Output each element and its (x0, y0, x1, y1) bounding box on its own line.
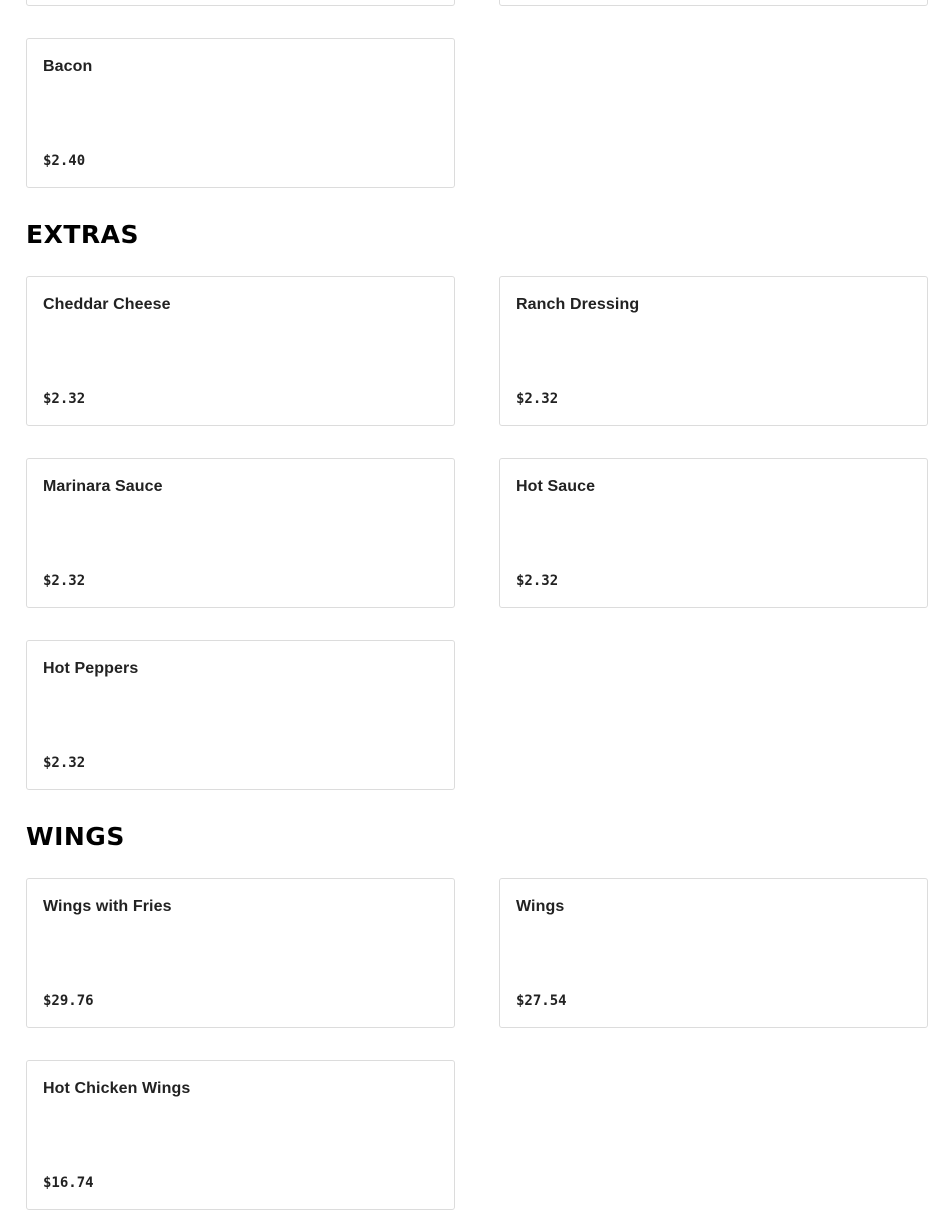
menu-item-name: Hot Peppers (43, 660, 139, 677)
menu-item-card[interactable] (26, 1060, 455, 1210)
menu-item-price: $2.40 (43, 153, 86, 169)
menu-item-card[interactable] (26, 276, 455, 426)
menu-item-name: Ranch Dressing (516, 296, 640, 313)
menu-item-card[interactable] (499, 878, 928, 1028)
menu-item-card-partial[interactable] (26, 0, 455, 6)
menu-item-card[interactable] (499, 458, 928, 608)
menu-item-name: Wings (516, 898, 565, 915)
section-title-wings: WINGS (26, 822, 125, 851)
section-title-extras: EXTRAS (26, 220, 140, 249)
menu-item-price: $2.32 (516, 391, 559, 407)
menu-item-price: $2.32 (43, 755, 86, 771)
menu-item-price: $2.32 (43, 573, 86, 589)
menu-item-card[interactable] (26, 38, 455, 188)
menu-item-price: $2.32 (516, 573, 559, 589)
menu-item-price: $29.76 (43, 993, 94, 1009)
menu-item-card[interactable] (26, 878, 455, 1028)
menu-item-name: Cheddar Cheese (43, 296, 171, 313)
menu-item-price: $2.32 (43, 391, 86, 407)
menu-item-card-partial[interactable] (499, 0, 928, 6)
menu-item-card[interactable] (26, 458, 455, 608)
menu-item-price: $16.74 (43, 1175, 94, 1191)
menu-item-card[interactable] (26, 640, 455, 790)
menu-item-name: Hot Chicken Wings (43, 1080, 191, 1097)
menu-item-name: Hot Sauce (516, 478, 596, 495)
menu-item-price: $27.54 (516, 993, 567, 1009)
menu-item-name: Bacon (43, 58, 93, 75)
menu-item-name: Wings with Fries (43, 898, 172, 915)
menu-item-name: Marinara Sauce (43, 478, 163, 495)
menu-item-card[interactable] (499, 276, 928, 426)
